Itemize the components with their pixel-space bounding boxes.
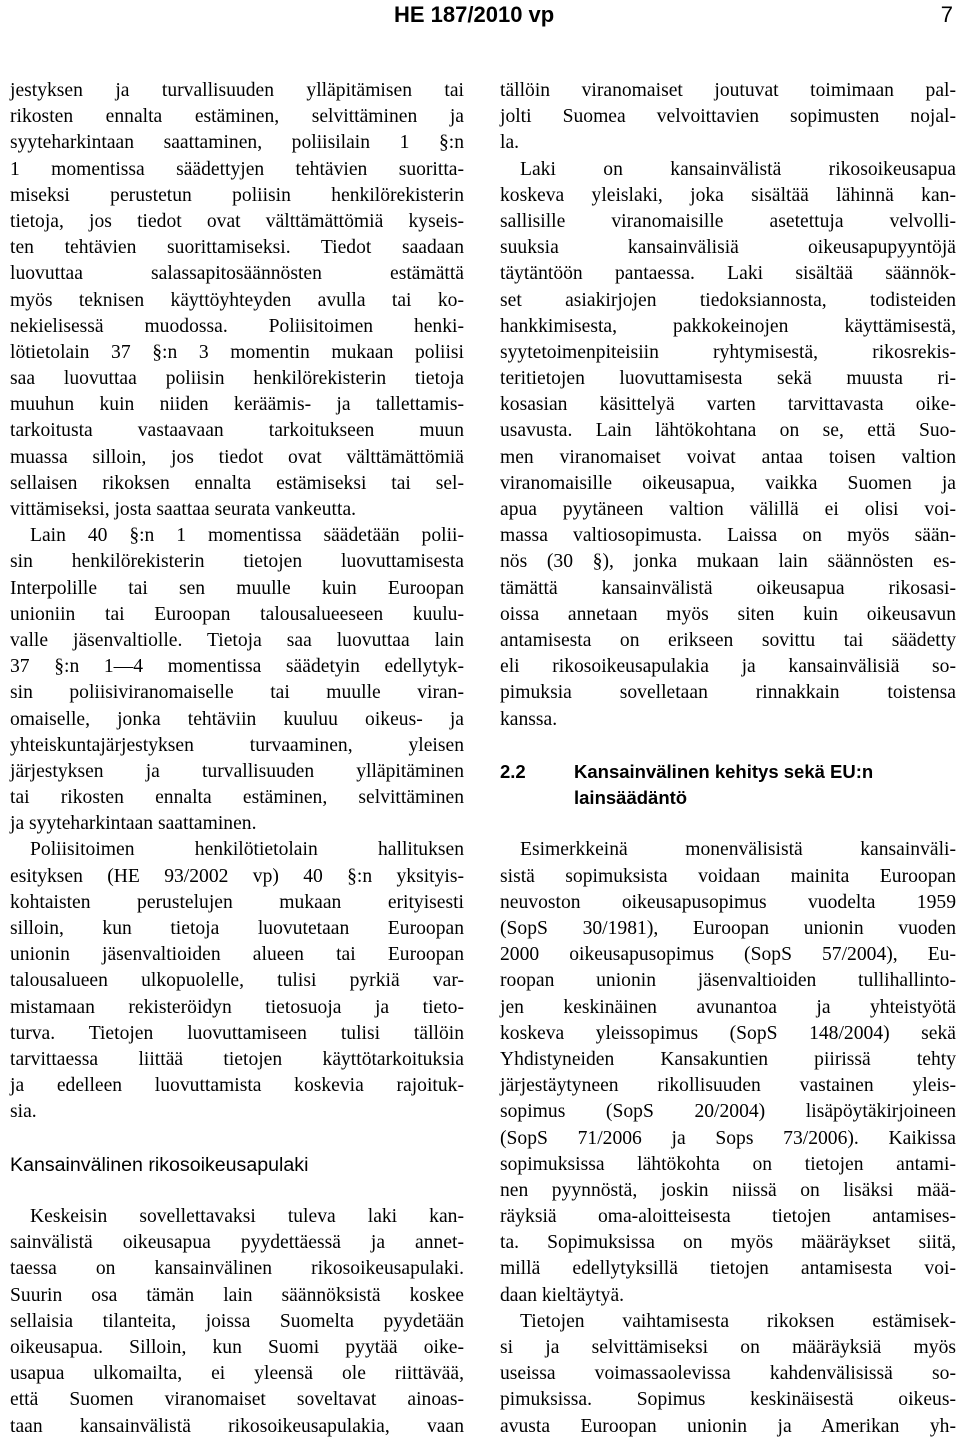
text-line: (SopS 30/1981), Euroopan unionin vuoden — [500, 918, 956, 939]
text-line: unioniin tai Euroopan talousalueeseen kuulu- — [10, 603, 464, 625]
text-line: yhteiskuntajärjestyksen turvaaminen, yleisen — [10, 734, 464, 756]
text-line: Poliisitoimen henkilötietolain hallituksen — [30, 839, 464, 861]
text-line: set asiakirjojen tiedoksiannosta, todisteiden — [500, 289, 956, 311]
text-line: muassa silloin, jos tiedot ovat välttämättömiä — [10, 446, 464, 468]
text-line: Yhdistyneiden Kansakuntien piirissä tehty — [500, 1048, 956, 1070]
text-line: tarkoitusta vastaavaan tarkoitukseen muun — [10, 420, 464, 442]
text-line: syytetoimenpiteisiin ryhtymisestä, rikosrekis- — [500, 341, 956, 363]
text-line: myös teknisen käyttöyhteyden avulla tai ko- — [10, 289, 464, 311]
text-line: avusta Euroopan unionin ja Amerikan yh- — [500, 1415, 956, 1437]
text-line: tai rikosten ennalta estäminen, selvittäminen — [10, 787, 464, 809]
text-line: 37 §:n 1—4 momentissa säädetyin edellytyk- — [10, 656, 464, 678]
text-line: taessa on kansainvälinen rikosoikeusapulaki. — [10, 1258, 464, 1280]
page-header — [0, 0, 960, 40]
text-line: oissa annetaan myös siten kuin oikeusavun — [500, 603, 956, 625]
text-line: että Suomen viranomaiset soveltavat ainoas- — [10, 1389, 464, 1411]
text-line: nekielisessä muodossa. Poliisitoimen henki- — [10, 315, 464, 337]
text-line: sellaisen rikoksen ennalta estämiseksi tai sel- — [10, 472, 464, 494]
text-line: muuhun kuin niiden keräämis- ja tallettamis- — [10, 394, 464, 416]
text-line: rikosten ennalta estäminen, selvittäminen ja — [10, 106, 464, 128]
text-line: apua pyytäneen valtion välillä ei olisi voi- — [500, 499, 956, 520]
text-line: (SopS 71/2006 ja Sops 73/2006). Kaikissa — [500, 1127, 956, 1149]
text-line: pimuksia sovelletaan rinnakkain toistensa — [500, 682, 956, 704]
text-line: tietoja, jos tiedot ovat välttämättömiä kyseis- — [10, 210, 464, 232]
text-line: sia. — [10, 1101, 37, 1123]
text-line: jolti Suomea velvoittavien sopimusten nojal- — [500, 106, 956, 128]
text-line: kanssa. — [500, 708, 558, 730]
text-line: lötietolain 37 §:n 3 momentin mukaan poliisi — [10, 341, 464, 363]
text-line: teritietojen luovuttamisesta sekä muusta ri- — [500, 368, 956, 390]
text-line: sin poliisiviranomaiselle tai muulle viran- — [10, 682, 464, 704]
text-line: Suurin osa tämän lain säännöksistä koskee — [10, 1284, 464, 1306]
text-line: valle jäsenvaltiolle. Tietoja saa luovuttaa lain — [10, 629, 464, 651]
text-line: nös (30 §), jonka mukaan lain säännösten es- — [500, 551, 956, 573]
text-line: ja syyteharkintaan saattaminen. — [10, 813, 257, 835]
section-number: 2.2 — [500, 760, 526, 782]
page-number: 7 — [940, 2, 953, 27]
text-line: antamisesta on erikseen sovittu tai säädetty — [500, 629, 956, 651]
text-line: koskeva yleislaki, joka sisältää lähinnä kan- — [500, 184, 956, 206]
text-line: ta. Sopimuksissa on myös määräykset siitä, — [500, 1232, 956, 1254]
text-line: ja edelleen luovuttamista koskevia rajoituk- — [10, 1075, 464, 1097]
text-line: jen keskinäinen avunantoa ja yhteistyötä — [500, 996, 956, 1018]
text-line: mistamaan rekisteröidyn tietosuoja ja tieto- — [10, 996, 464, 1018]
text-line: roopan unionin jäsenvaltioiden tullihallinto- — [500, 970, 956, 992]
text-line: Laki on kansainvälistä rikosoikeusapua — [520, 158, 956, 180]
text-line: järjestyksen ja turvallisuuden ylläpitäminen — [10, 760, 464, 782]
text-line: sopimus (SopS 20/2004) lisäpöytäkirjoineen — [500, 1101, 956, 1123]
text-line: daan kieltäytyä. — [500, 1284, 625, 1306]
text-line: Tietojen vaihtamisesta rikoksen estämisek- — [520, 1310, 956, 1332]
text-line: sellaisia tilanteita, joissa Suomelta pyydetään — [10, 1310, 464, 1332]
text-line: hankkimisesta, pakkokeinojen käyttämisestä, — [500, 315, 956, 337]
text-line: 1 momentissa säädettyjen tehtävien suoritta- — [10, 158, 464, 180]
text-line: esityksen (HE 93/2002 vp) 40 §:n yksityis- — [10, 865, 464, 887]
text-line: silloin, kun tietoja luovutetaan Euroopan — [10, 918, 464, 939]
section-heading-line — [500, 759, 956, 785]
text-line: eli rikosoikeusapulakia ja kansainvälisiä so- — [500, 656, 956, 678]
text-line: tämättä kansainvälistä oikeusapua rikosasi- — [500, 577, 956, 599]
text-line: kosasian käsittelyä varten tarvittavasta oike- — [500, 394, 956, 416]
text-line: sin henkilörekisterin tietojen luovuttamisesta — [10, 551, 464, 573]
left-column — [10, 78, 464, 1440]
text-line: tarvittaessa liittää tietojen käyttötarkoituksia — [10, 1048, 464, 1070]
paragraph-spacer — [500, 733, 956, 759]
text-line: talousalueen ulkopuolelle, tulisi pyrkiä var- — [10, 970, 464, 992]
text-line: luovuttaa salassapitosäännösten estämättä — [10, 263, 464, 285]
text-line: unionin jäsenvaltioiden alueen tai Euroopan — [10, 944, 464, 966]
right-column — [500, 78, 956, 1440]
text-line: täytäntöön pantaessa. Laki sisältää säännök- — [500, 263, 956, 285]
text-line: suuksia kansainvälisiä oikeusapupyyntöjä — [500, 237, 956, 259]
text-line: turva. Tietojen luovuttamiseen tulisi tällöin — [10, 1022, 464, 1044]
text-line: räyksiä oma-aloitteisesta tietojen antamises- — [500, 1206, 956, 1228]
paragraph-spacer — [10, 1126, 464, 1152]
text-line: sistä sopimuksista voidaan mainita Euroopan — [500, 865, 956, 887]
text-line: Esimerkkeinä monenvälisistä kansainväli- — [520, 839, 956, 861]
text-line: syyteharkintaan saattaminen, poliisilain 1 §:n — [10, 132, 464, 154]
text-line: ten tehtävien suorittamiseksi. Tiedot saadaan — [10, 237, 464, 259]
text-line: sallisille viranomaisille asetettuja velvolli- — [500, 210, 956, 232]
section-title: Kansainvälinen kehitys sekä EU:n — [574, 760, 874, 782]
text-line: Interpolille tai sen muulle kuin Euroopan — [10, 577, 464, 599]
text-line: neuvoston oikeusapusopimus vuodelta 1959 — [500, 891, 956, 913]
text-line: jestyksen ja turvallisuuden ylläpitämisen tai — [10, 80, 464, 101]
text-line: järjestäytyneen rikollisuuden vastainen yleis- — [500, 1075, 956, 1097]
text-line: massa valtiosopimusta. Laissa on myös sään- — [500, 525, 956, 547]
text-line: 2000 oikeusapusopimus (SopS 57/2004), Eu- — [500, 944, 956, 966]
text-line: taan kansainvälistä rikosoikeusapulakia, vaan — [10, 1415, 464, 1437]
text-line: miseksi perustetun poliisin henkilörekisterin — [10, 184, 464, 206]
text-line: saa luovuttaa poliisin henkilörekisterin tietoja — [10, 368, 464, 390]
subheading: Kansainvälinen rikosoikeusapulaki — [10, 1153, 309, 1176]
text-line: kohtaisten perustelujen mukaan erityisesti — [10, 891, 464, 913]
text-line: vittämiseksi, josta saattaa seurata vankeutta. — [10, 499, 357, 520]
text-line: millä edellytyksillä tietojen antamisesta voi- — [500, 1258, 956, 1280]
text-line: sopimuksissa lähtökohta on tietojen antami- — [500, 1153, 956, 1175]
text-line: sainvälistä oikeusapua pyydettäessä ja annet- — [10, 1232, 464, 1254]
text-line: Lain 40 §:n 1 momentissa säädetään polii- — [30, 525, 464, 547]
section-heading-line — [500, 785, 956, 811]
text-line: men viranomaiset voivat antaa toisen valtion — [500, 446, 956, 468]
document-reference: HE 187/2010 vp — [394, 2, 555, 27]
paragraph-spacer — [10, 1178, 464, 1204]
text-line: la. — [500, 132, 520, 154]
text-line: viranomaisille oikeusapua, vaikka Suomen ja — [500, 472, 956, 494]
text-line: si ja selvittämiseksi on määräyksiä myös — [500, 1337, 956, 1358]
text-line: omaiselle, jonka tehtäviin kuuluu oikeus- ja — [10, 708, 464, 730]
paragraph-spacer — [500, 811, 956, 837]
text-line: oikeusapua. Silloin, kun Suomi pyytää oike- — [10, 1337, 464, 1358]
text-line: pimuksissa. Sopimus keskinäisestä oikeus- — [500, 1389, 956, 1411]
text-line: useissa voimassaolevissa kahdenvälisissä so- — [500, 1363, 956, 1385]
text-line: koskeva yleissopimus (SopS 148/2004) sekä — [500, 1022, 956, 1044]
text-line: tällöin viranomaiset joutuvat toimimaan pal- — [500, 80, 956, 101]
text-line: usapua ulkomailta, ei yleensä ole riittävää, — [10, 1363, 464, 1385]
section-title: lainsäädäntö — [574, 787, 688, 809]
text-line: usavusta. Lain lähtökohtana on se, että Suo- — [500, 420, 956, 442]
text-line: nen pyynnöstä, joskin niissä on lisäksi mää- — [500, 1179, 956, 1201]
text-line: Keskeisin sovellettavaksi tuleva laki kan- — [30, 1206, 464, 1228]
